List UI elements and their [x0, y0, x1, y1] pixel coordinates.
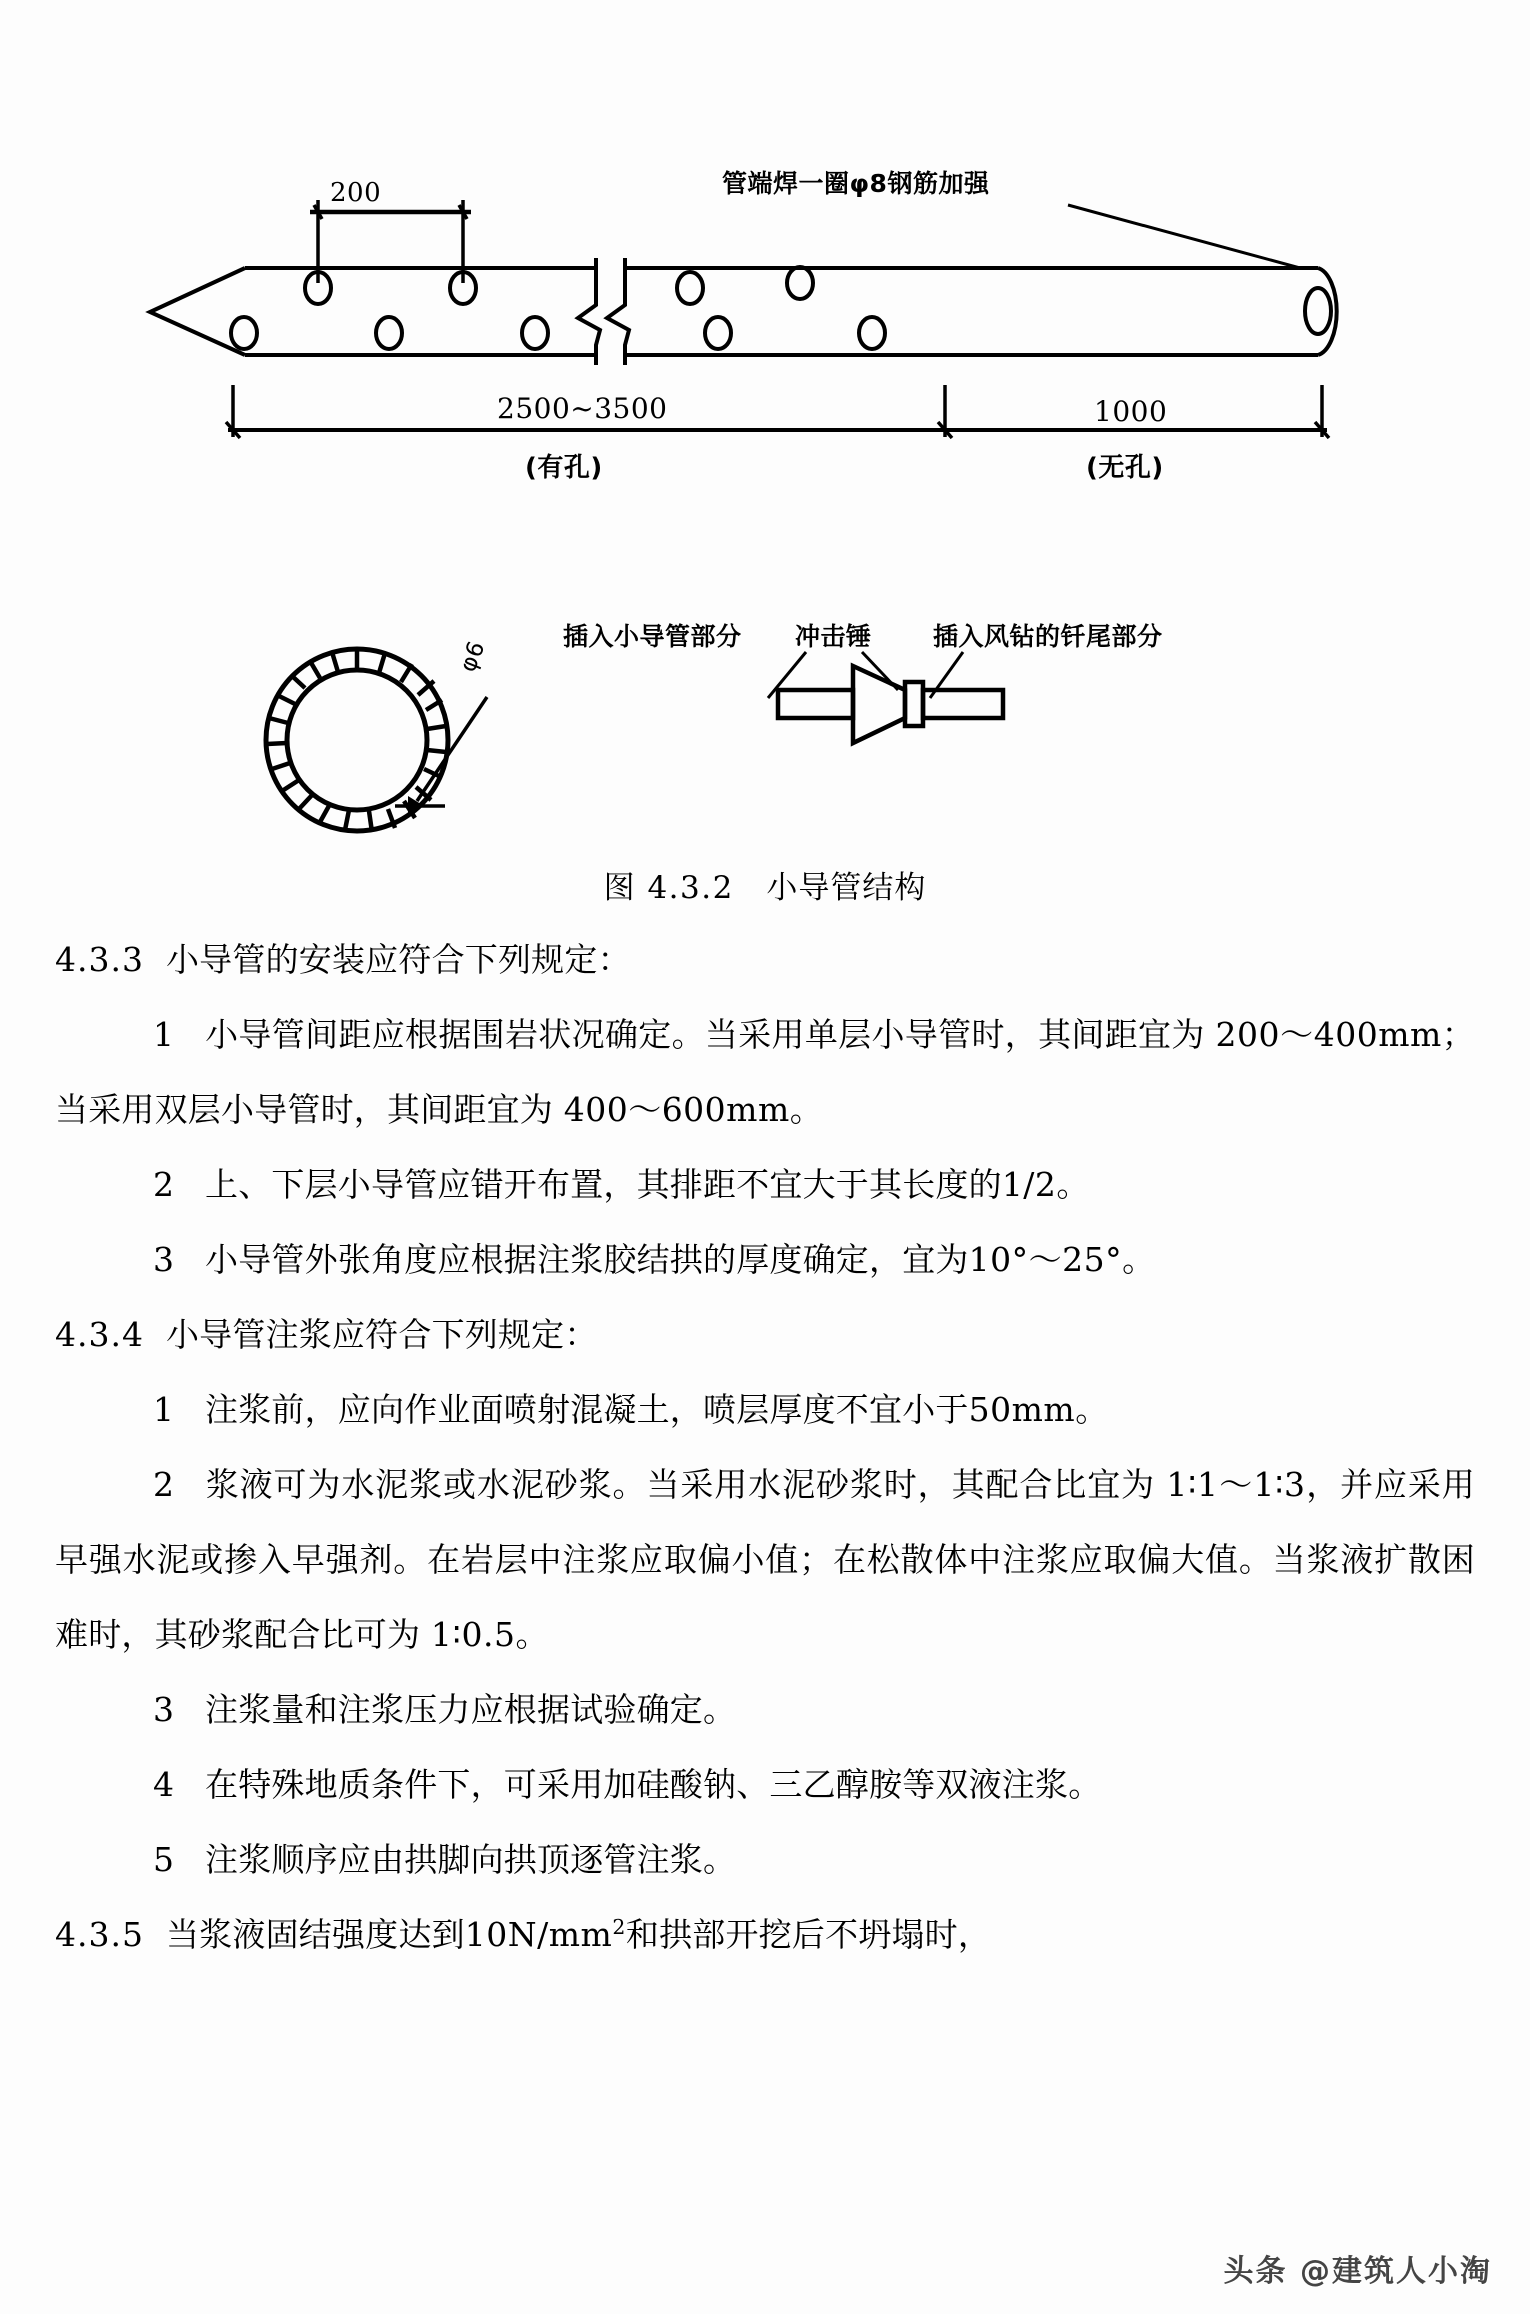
- item-text-b: ，并应采用早强水泥或掺入早强剂。在岩层中注浆应取偏小值；在松散体中注浆应取偏大值。当浆液扩散困难时，其砂浆配合比可为: [55, 1465, 1476, 1654]
- item-4-3-4-1: [55, 1372, 1475, 1447]
- item-text: 注浆量和注浆压力应根据试验确定。: [205, 1690, 737, 1729]
- item-number: 1: [153, 1390, 175, 1429]
- figure-label-phi6: φ6: [455, 637, 491, 676]
- item-value-b: 1∶0.5: [430, 1615, 516, 1654]
- figure-label-dim-right: 1000: [1094, 395, 1168, 428]
- item-4-3-3-1: [55, 997, 1475, 1147]
- item-text-c: 。: [515, 1615, 549, 1654]
- item-value-a: 1∶1～1∶3: [1166, 1465, 1306, 1504]
- item-text-b: 。: [1056, 1165, 1090, 1204]
- figure-label-spacing-200: 200: [330, 178, 382, 208]
- item-value-a: 1/2: [1001, 1165, 1057, 1204]
- figure-label-dim-left-sub: (有孔): [525, 453, 603, 483]
- figure-caption-title: 小导管结构: [766, 870, 927, 906]
- figure-caption: [0, 862, 1530, 907]
- item-text-c: 。: [789, 1090, 823, 1129]
- item-number: 4: [153, 1765, 175, 1804]
- phi6-leader-line: [395, 697, 487, 816]
- figure-label-insert-pipe-part: 插入小导管部分: [563, 622, 742, 651]
- clause-text: 小导管注浆应符合下列规定：: [165, 1315, 598, 1354]
- clause-4-3-5: [55, 1897, 1475, 1972]
- grout-holes-lower: [231, 317, 885, 349]
- watermark: 头条 @建筑人小淘: [1223, 2254, 1492, 2289]
- clause-number: 4.3.5: [55, 1915, 144, 1954]
- figure-label-weld-note: 管端焊一圈φ8钢筋加强: [722, 169, 990, 198]
- clause-value-a: 10N/mm: [464, 1915, 613, 1954]
- figure-label-dim-left: 2500~3500: [497, 392, 668, 425]
- weld-leader-line: [1068, 205, 1300, 268]
- item-text-b: 。: [1122, 1240, 1156, 1279]
- body-text: [55, 922, 1475, 1972]
- item-text-b: 。: [1075, 1390, 1109, 1429]
- pipe-elevation: [150, 258, 1337, 365]
- item-number: 3: [153, 1240, 175, 1279]
- item-text: 在特殊地质条件下，可采用加硅酸钠、三乙醇胺等双液注浆。: [205, 1765, 1102, 1804]
- item-number: 3: [153, 1690, 175, 1729]
- item-4-3-3-2: [55, 1147, 1475, 1222]
- clause-text: 小导管的安装应符合下列规定：: [165, 940, 631, 979]
- item-value-a: 50mm: [968, 1390, 1076, 1429]
- item-4-3-4-5: [55, 1822, 1475, 1897]
- item-4-3-4-4: [55, 1747, 1475, 1822]
- item-text-a: 浆液可为水泥浆或水泥砂浆。当采用水泥砂浆时，其配合比宜为: [205, 1465, 1167, 1504]
- item-number: 1: [153, 1015, 175, 1054]
- figure-label-insert-drill-part: 插入风钻的钎尾部分: [933, 622, 1163, 651]
- clause-number: 4.3.3: [55, 940, 144, 979]
- dimension-200: [310, 200, 471, 283]
- clause-exponent: 2: [612, 1915, 626, 1939]
- item-value-b: 400～600mm: [563, 1090, 790, 1129]
- impact-hammer-detail: [768, 652, 1003, 743]
- figure-label-dim-right-sub: (无孔): [1086, 453, 1164, 483]
- figure-4-3-2: [0, 0, 1530, 906]
- clause-text-a: 当浆液固结强度达到: [165, 1915, 465, 1954]
- figure-label-impact-hammer: 冲击锤: [795, 622, 872, 651]
- item-text: 注浆顺序应由拱脚向拱顶逐管注浆。: [205, 1840, 737, 1879]
- item-text-a: 上、下层小导管应错开布置，其排距不宜大于其长度的: [205, 1165, 1002, 1204]
- clause-4-3-3: [55, 922, 1475, 997]
- item-text-b: ；当采用双层小导管时，其间距宜为: [55, 1015, 1475, 1129]
- clause-text-b: 和拱部开挖后不坍塌时，: [625, 1915, 992, 1954]
- item-number: 2: [153, 1465, 175, 1504]
- clause-4-3-4: [55, 1297, 1475, 1372]
- item-4-3-4-3: [55, 1672, 1475, 1747]
- item-value-a: 200～400mm: [1215, 1015, 1442, 1054]
- clause-number: 4.3.4: [55, 1315, 144, 1354]
- item-text-a: 小导管外张角度应根据注浆胶结拱的厚度确定，宜为: [205, 1240, 969, 1279]
- item-4-3-3-3: [55, 1222, 1475, 1297]
- item-number: 5: [153, 1840, 175, 1879]
- item-text-a: 注浆前，应向作业面喷射混凝土，喷层厚度不宜小于: [205, 1390, 969, 1429]
- item-4-3-4-2: [55, 1447, 1475, 1672]
- figure-caption-number: 图 4.3.2: [603, 870, 734, 906]
- item-value-a: 10°～25°: [968, 1240, 1123, 1279]
- item-text-a: 小导管间距应根据围岩状况确定。当采用单层小导管时，其间距宜为: [205, 1015, 1216, 1054]
- item-number: 2: [153, 1165, 175, 1204]
- small-pipe-structure-drawing: [0, 0, 1530, 900]
- grout-holes-upper: [305, 267, 813, 304]
